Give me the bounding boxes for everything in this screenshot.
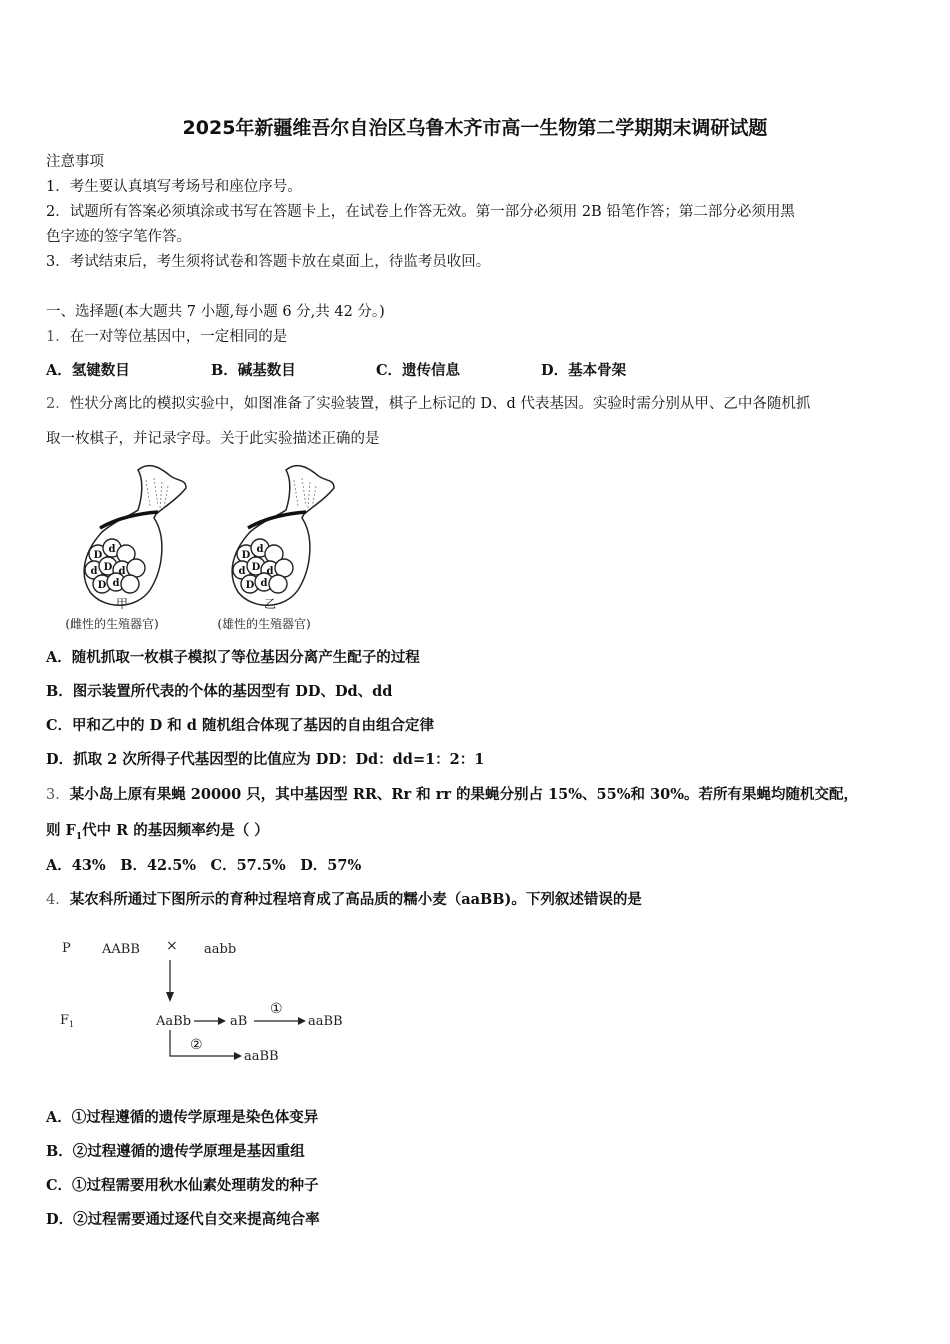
parent1-genotype: AABB xyxy=(102,942,140,957)
question-2-line-1 xyxy=(46,394,810,414)
notice-item-1: 1．考生要认真填写考场号和座位序号。 xyxy=(46,179,302,195)
question-1 xyxy=(46,327,287,347)
step2-arrow xyxy=(170,1030,236,1056)
q2-option-b: B．图示装置所代表的个体的基因型有 DD、Dd、dd xyxy=(46,683,393,700)
chess-letter: D xyxy=(103,562,113,573)
q4-option-d: D．②过程需要通过逐代自交来提高纯合率 xyxy=(46,1211,320,1228)
q4-option-b: B．②过程遵循的遗传学原理是基因重组 xyxy=(46,1143,305,1160)
option-a: A．氢键数目 xyxy=(46,362,130,379)
chess-letter: d xyxy=(90,566,98,577)
section-heading: 一、选择题(本大题共 7 小题,每小题 6 分,共 42 分。) xyxy=(46,304,385,320)
question-stem: 某农科所通过下图所示的育种过程培育成了高品质的糯小麦（aaBB)。下列叙述错误的是 xyxy=(69,891,642,908)
q2-option-a: A．随机抓取一枚棋子模拟了等位基因分离产生配子的过程 xyxy=(46,649,420,666)
chess-letter: D xyxy=(251,562,261,573)
f1-genotype: AaBb xyxy=(156,1014,192,1029)
question-stem: 在一对等位基因中，一定相同的是 xyxy=(69,329,288,345)
question-number: 2． xyxy=(46,396,70,412)
question-2-line-2: 取一枚棋子，并记录字母。关于此实验描述正确的是 xyxy=(46,431,380,447)
step1-label: ① xyxy=(270,1001,283,1017)
question-stem: 某小岛上原有果蝇 20000 只，其中基因型 RR、Rr 和 rr 的果蝇分别占 15%、55%和 30%。若所有果蝇均随机交配， xyxy=(69,786,858,803)
bag-left-caption: (雌性的生殖器官) xyxy=(65,617,159,631)
chess-letter: d xyxy=(112,578,120,589)
question-number: 4． xyxy=(46,892,70,908)
chess-letter: d xyxy=(108,544,116,555)
notice-heading: 注意事项 xyxy=(46,154,104,170)
option-d: D．基本骨架 xyxy=(541,362,627,379)
q2-option-d: D．抓取 2 次所得子代基因型的比值应为 DD：Dd：dd=1：2：1 xyxy=(46,751,485,768)
chess-letter: d xyxy=(260,578,268,589)
chess-letter: d xyxy=(266,566,274,577)
q4-option-c: C．①过程需要用秋水仙素处理萌发的种子 xyxy=(46,1177,319,1194)
page-title: 2025年新疆维吾尔自治区乌鲁木齐市高一生物第二学期期末调研试题 xyxy=(182,117,768,139)
result1-genotype: aaBB xyxy=(308,1014,343,1029)
chess-letter: D xyxy=(93,550,103,561)
breeding-diagram xyxy=(46,928,366,1068)
bag-left-illustration xyxy=(65,466,186,631)
bag-left-label: 甲 xyxy=(115,597,129,611)
option-c: C．遗传信息 xyxy=(376,362,461,379)
q4-option-a: A．①过程遵循的遗传学原理是染色体变异 xyxy=(46,1109,319,1126)
question-3-options: A．43% B．42.5% C．57.5% D．57% xyxy=(46,857,362,874)
arrow-head xyxy=(234,1052,242,1060)
step2-label: ② xyxy=(190,1037,203,1053)
chess-letter: D xyxy=(97,580,107,591)
question-4 xyxy=(46,890,642,910)
parent2-genotype: aabb xyxy=(204,942,237,957)
chess-letter: D xyxy=(245,580,255,591)
question-number: 3． xyxy=(46,787,70,803)
stem-text: 则 F xyxy=(46,822,76,839)
arrow-head xyxy=(298,1017,306,1025)
notice-item-2: 2．试题所有答案必须填涂或书写在答题卡上，在试卷上作答无效。第一部分必须用 2B 铅笔作答；第二部分必须用黑 xyxy=(46,204,795,220)
question-number: 1． xyxy=(46,329,70,345)
bag-right-illustration xyxy=(217,466,334,631)
question-1-options xyxy=(46,359,626,380)
question-stem: 性状分离比的模拟实验中，如图准备了实验装置，棋子上标记的 D、d 代表基因。实验时需分别从甲、乙中各随机抓 xyxy=(69,396,811,412)
notice-item-2-cont: 色字迹的签字笔作答。 xyxy=(46,229,191,245)
p-label: P xyxy=(62,941,71,956)
chess-letter: d xyxy=(118,566,126,577)
bag-right-label: 乙 xyxy=(263,597,277,611)
question-3-line-2 xyxy=(46,821,269,847)
subscript: 1 xyxy=(75,831,83,842)
cross-symbol: × xyxy=(166,938,178,954)
q2-option-c: C．甲和乙中的 D 和 d 随机组合体现了基因的自由组合定律 xyxy=(46,717,434,734)
result2-genotype: aaBB xyxy=(244,1049,279,1064)
arrow-head xyxy=(218,1017,226,1025)
notice-item-3: 3．考试结束后，考生须将试卷和答题卡放在桌面上，待监考员收回。 xyxy=(46,254,491,270)
chess-letter: D xyxy=(241,550,251,561)
option-b: B．碱基数目 xyxy=(211,362,296,379)
chess-bags-figure xyxy=(46,458,346,638)
f1-label: $F_1$ xyxy=(60,1013,75,1029)
chess-letter: d xyxy=(256,544,264,555)
gamete-genotype: aB xyxy=(230,1014,248,1029)
arrow-head xyxy=(166,992,174,1002)
chess-letter: d xyxy=(238,566,246,577)
stem-text: 代中 R 的基因频率约是（ ） xyxy=(82,822,269,839)
bag-right-caption: (雄性的生殖器官) xyxy=(217,617,311,631)
question-3-line-1 xyxy=(46,785,858,805)
